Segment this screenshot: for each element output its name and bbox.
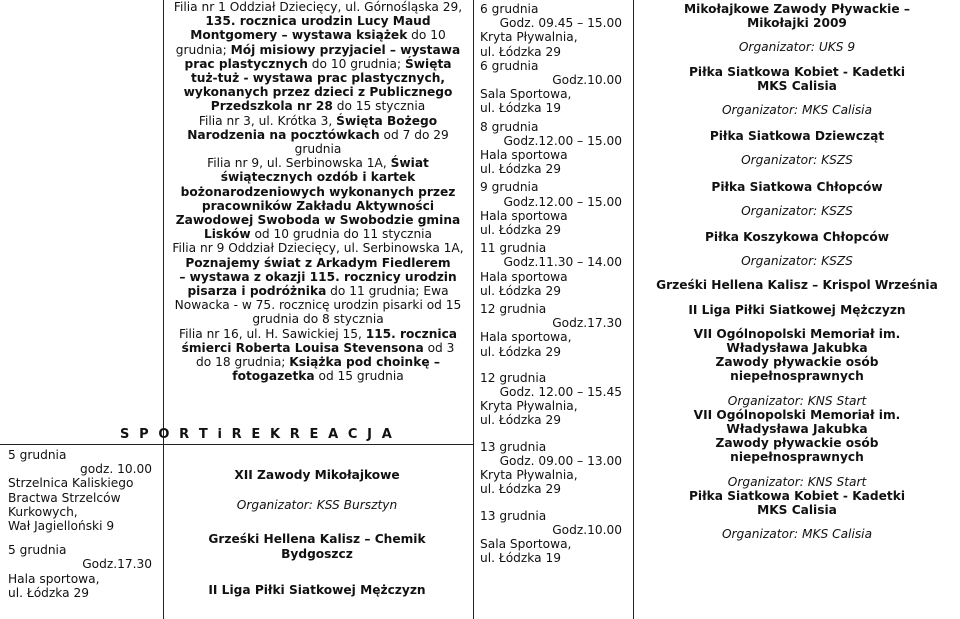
culture-text: grudnia do 8 stycznia: [252, 312, 384, 327]
schedule-place: Hala sportowa: [480, 208, 568, 223]
culture-line: [166, 0, 470, 14]
culture-text: Lisków: [203, 227, 251, 242]
culture-line: [166, 256, 470, 270]
entry-place: Strzelnica Kaliskiego: [8, 476, 134, 491]
schedule-date: 12 grudnia: [480, 370, 547, 385]
culture-text: Przedszkola nr 28: [210, 99, 333, 114]
left-sport-entries: [8, 448, 160, 600]
schedule-date: 13 grudnia: [480, 508, 547, 523]
culture-text: wykonanych przez dzieci z Publicznego: [183, 85, 453, 100]
event-organizer: Organizator: KNS Start: [727, 393, 867, 408]
sport-entry: [8, 543, 160, 600]
culture-line: [166, 227, 470, 241]
culture-line: [166, 327, 470, 341]
culture-text: pracowników Zakładu Aktywności: [201, 198, 435, 213]
culture-line: [166, 341, 470, 355]
culture-text: fotogazetka: [232, 369, 315, 384]
event-title: MKS Calisia: [757, 78, 837, 93]
schedule-time: Godz.17.30: [552, 316, 622, 331]
schedule-time: Godz. 09.00 – 13.00: [499, 453, 622, 468]
culture-line: [166, 43, 470, 57]
culture-text: pisarza i podróżnika: [187, 284, 327, 299]
middle-sport-events: [176, 468, 458, 597]
event-title: Piłka Siatkowa Kobiet - Kadetki: [689, 64, 905, 79]
schedule-date: 11 grudnia: [480, 241, 547, 256]
event-title: Zawody pływackie osób: [715, 436, 879, 451]
schedule-entry: [480, 120, 630, 177]
schedule-time: Godz.12.00 – 15.00: [503, 133, 622, 148]
culture-text: grudnia: [294, 142, 342, 157]
culture-text: tuż-tuż - wystawa prac plastycznych,: [190, 71, 446, 86]
culture-text: Świat: [390, 156, 429, 171]
culture-text: do 15 stycznia: [332, 99, 426, 114]
culture-line: [166, 85, 470, 99]
entry-date: 5 grudnia: [8, 543, 67, 558]
schedule-entry: [480, 180, 630, 237]
event-title: Grześki Hellena Kalisz – Chemik: [208, 532, 426, 547]
culture-text: Mój misiowy przyjaciel – wystawa: [230, 42, 461, 57]
culture-line: [166, 114, 470, 128]
culture-text: Poznajemy świat z Arkadym Fiedlerem: [185, 255, 451, 270]
schedule-place: Kryta Pływalnia,: [480, 399, 578, 414]
event-entry: [636, 327, 958, 408]
culture-line: [166, 71, 470, 85]
culture-text: od 10 grudnia do 11 stycznia: [250, 227, 433, 242]
schedule-date: 12 grudnia: [480, 302, 547, 317]
culture-line: [166, 298, 470, 312]
culture-text: – wystawa z okazji 115. rocznicy urodzin: [179, 269, 457, 284]
entry-place: Wał Jagielloński 9: [8, 519, 115, 534]
spacer: [8, 533, 160, 543]
event-title: VII Ogólnopolski Memoriał im.: [693, 407, 901, 422]
schedule-entry: [480, 2, 630, 59]
culture-line: [166, 99, 470, 113]
event-title: Władysława Jakubka: [726, 341, 868, 356]
schedule-entry: [480, 302, 630, 359]
event-entry: [636, 65, 958, 118]
schedule-entry: [480, 509, 630, 566]
sport-section-header: S P O R T i R E K R E A C J A: [120, 427, 395, 442]
schedule-entry: [480, 59, 630, 116]
entry-time: Godz.17.30: [82, 557, 152, 572]
schedule-time: Godz.10.00: [552, 73, 622, 88]
schedule-place: Hala sportowa: [480, 269, 568, 284]
event-title: VII Ogólnopolski Memoriał im.: [693, 326, 901, 341]
schedule-place: ul. Łódzka 29: [480, 482, 561, 497]
culture-text: Święta: [404, 56, 452, 71]
entry-place: Kurkowych,: [8, 504, 78, 519]
schedule-place: ul. Łódzka 19: [480, 101, 561, 116]
culture-line: [166, 213, 470, 227]
event-entry: [636, 2, 958, 55]
event-entry: [636, 303, 958, 317]
culture-line: [166, 28, 470, 42]
divider-schedule: [633, 0, 634, 619]
culture-text: Święta Bożego: [336, 113, 438, 128]
schedule-place: Sala Sportowa,: [480, 87, 572, 102]
event-organizer: Organizator: MKS Calisia: [721, 527, 873, 542]
culture-line: [166, 14, 470, 28]
schedule-place: ul. Łódzka 29: [480, 162, 561, 177]
culture-text: śmierci Roberta Louisa Stevensona: [181, 340, 424, 355]
culture-line: [166, 312, 470, 326]
culture-text: bożonarodzeniowych wykonanych przez: [180, 184, 456, 199]
culture-text: Zawodowej Swoboda w Swobodzie gmina: [175, 213, 461, 228]
schedule-place: Hala sportowa,: [480, 330, 572, 345]
event-title: MKS Calisia: [757, 503, 837, 518]
culture-text: od 15 grudnia: [314, 369, 404, 384]
culture-line: [166, 185, 470, 199]
schedule-time: Godz.11.30 – 14.00: [503, 255, 622, 270]
event-title: II Liga Piłki Siatkowej Mężczyzn: [208, 582, 426, 597]
culture-line: [166, 142, 470, 156]
event-organizer: Organizator: KSZS: [741, 254, 853, 269]
event-entry: [636, 180, 958, 218]
culture-text: Filia nr 16, ul. H. Sawickiej 15,: [178, 326, 366, 341]
culture-line: [166, 156, 470, 170]
culture-line: [166, 369, 470, 383]
schedule-place: ul. Łódzka 19: [480, 551, 561, 566]
schedule-column: [480, 2, 630, 565]
event-title: Piłka Siatkowa Chłopców: [711, 179, 883, 194]
event-title: Grześki Hellena Kalisz – Krispol Września: [656, 278, 938, 293]
culture-line: [166, 355, 470, 369]
culture-text: Filia nr 9 Oddział Dziecięcy, ul. Serbinowska 1A,: [172, 241, 464, 256]
event-entry: [636, 489, 958, 542]
schedule-date: 6 grudnia: [480, 2, 539, 16]
schedule-place: Kryta Pływalnia,: [480, 30, 578, 45]
schedule-place: ul. Łódzka 29: [480, 283, 561, 298]
event-organizer: Organizator: KSZS: [741, 153, 853, 168]
event-title: niepełnosprawnych: [730, 369, 864, 384]
culture-line: [166, 128, 470, 142]
culture-text: Narodzenia na pocztówkach: [187, 127, 380, 142]
sport-entry: [8, 448, 160, 533]
schedule-place: ul. Łódzka 29: [480, 413, 561, 428]
event-organizer: Organizator: KSS Bursztyn: [236, 498, 398, 513]
culture-text: od 3: [423, 340, 455, 355]
event-entry: [636, 129, 958, 167]
culture-line: [166, 270, 470, 284]
culture-text: do 11 grudnia; Ewa: [326, 284, 449, 299]
event-title: Mikołajkowe Zawody Pływackie –: [684, 2, 910, 16]
event-title: Piłka Siatkowa Dziewcząt: [709, 129, 885, 144]
schedule-entry: [480, 371, 630, 428]
event-title: Piłka Siatkowa Kobiet - Kadetki: [689, 488, 905, 503]
culture-text: grudnia;: [175, 42, 231, 57]
schedule-place: ul. Łódzka 29: [480, 344, 561, 359]
event-title: Piłka Koszykowa Chłopców: [704, 230, 890, 245]
entry-place: Hala sportowa,: [8, 571, 100, 586]
sport-event: [176, 583, 458, 597]
divider-sport-header: [0, 444, 473, 445]
schedule-date: 8 grudnia: [480, 119, 539, 134]
culture-text: świątecznych ozdób i kartek: [220, 170, 416, 185]
event-organizer: Organizator: KNS Start: [727, 474, 867, 489]
sport-event: [176, 532, 458, 560]
culture-line: [166, 241, 470, 255]
schedule-date: 9 grudnia: [480, 180, 539, 195]
culture-text: prac plastycznych: [184, 56, 308, 71]
entry-place: ul. Łódzka 29: [8, 585, 89, 600]
schedule-date: 6 grudnia: [480, 58, 539, 73]
events-column: [636, 2, 958, 541]
event-title: XII Zawody Mikołajkowe: [234, 468, 400, 482]
event-title: II Liga Piłki Siatkowej Mężczyzn: [688, 302, 906, 317]
entry-date: 5 grudnia: [8, 448, 67, 462]
event-title: Zawody pływackie osób: [715, 355, 879, 370]
culture-text: Filia nr 9, ul. Serbinowska 1A,: [207, 156, 391, 171]
schedule-time: Godz.12.00 – 15.00: [503, 194, 622, 209]
culture-text: do 10 grudnia;: [307, 56, 405, 71]
entry-time: godz. 10.00: [80, 462, 152, 477]
sport-event: [176, 468, 458, 512]
culture-text: Książka pod choinkę –: [289, 355, 440, 370]
culture-line: [166, 284, 470, 298]
schedule-time: Godz.10.00: [552, 522, 622, 537]
event-organizer: Organizator: UKS 9: [738, 40, 856, 55]
culture-line: [166, 57, 470, 71]
schedule-time: Godz. 12.00 – 15.45: [499, 385, 622, 400]
culture-text: Filia nr 1 Oddział Dziecięcy, ul. Górnośląska 29,: [173, 0, 463, 14]
schedule-place: Sala Sportowa,: [480, 536, 572, 551]
schedule-entry: [480, 440, 630, 497]
schedule-place: Kryta Pływalnia,: [480, 468, 578, 483]
event-entry: [636, 408, 958, 489]
culture-text: do 18 grudnia;: [196, 355, 290, 370]
divider-middle: [473, 0, 474, 619]
schedule-place: ul. Łódzka 29: [480, 44, 561, 59]
culture-text: Montgomery – wystawa książek: [190, 28, 408, 43]
event-entry: [636, 230, 958, 268]
culture-text: do 10: [407, 28, 446, 43]
divider-left: [163, 0, 164, 619]
event-title: Władysława Jakubka: [726, 422, 868, 437]
culture-line: [166, 170, 470, 184]
schedule-entry: [480, 241, 630, 298]
schedule-place: Hala sportowa: [480, 148, 568, 163]
schedule-date: 13 grudnia: [480, 439, 547, 454]
culture-text: Nowacka - w 75. rocznicę urodzin pisarki od 15: [174, 298, 462, 313]
event-title: niepełnosprawnych: [730, 450, 864, 465]
culture-text: 135. rocznica urodzin Lucy Maud: [205, 14, 431, 29]
schedule-place: ul. Łódzka 29: [480, 223, 561, 238]
event-entry: [636, 278, 958, 292]
event-title: Mikołajki 2009: [747, 16, 847, 31]
event-title: Bydgoszcz: [281, 546, 353, 561]
culture-text: 115. rocznica: [365, 326, 458, 341]
culture-text: Filia nr 3, ul. Krótka 3,: [198, 113, 337, 128]
culture-line: [166, 199, 470, 213]
event-organizer: Organizator: KSZS: [741, 203, 853, 218]
culture-events: [166, 0, 470, 383]
schedule-time: Godz. 09.45 – 15.00: [499, 16, 622, 31]
event-organizer: Organizator: MKS Calisia: [721, 103, 873, 118]
entry-place: Bractwa Strzelców: [8, 490, 121, 505]
culture-text: od 7 do 29: [379, 127, 449, 142]
